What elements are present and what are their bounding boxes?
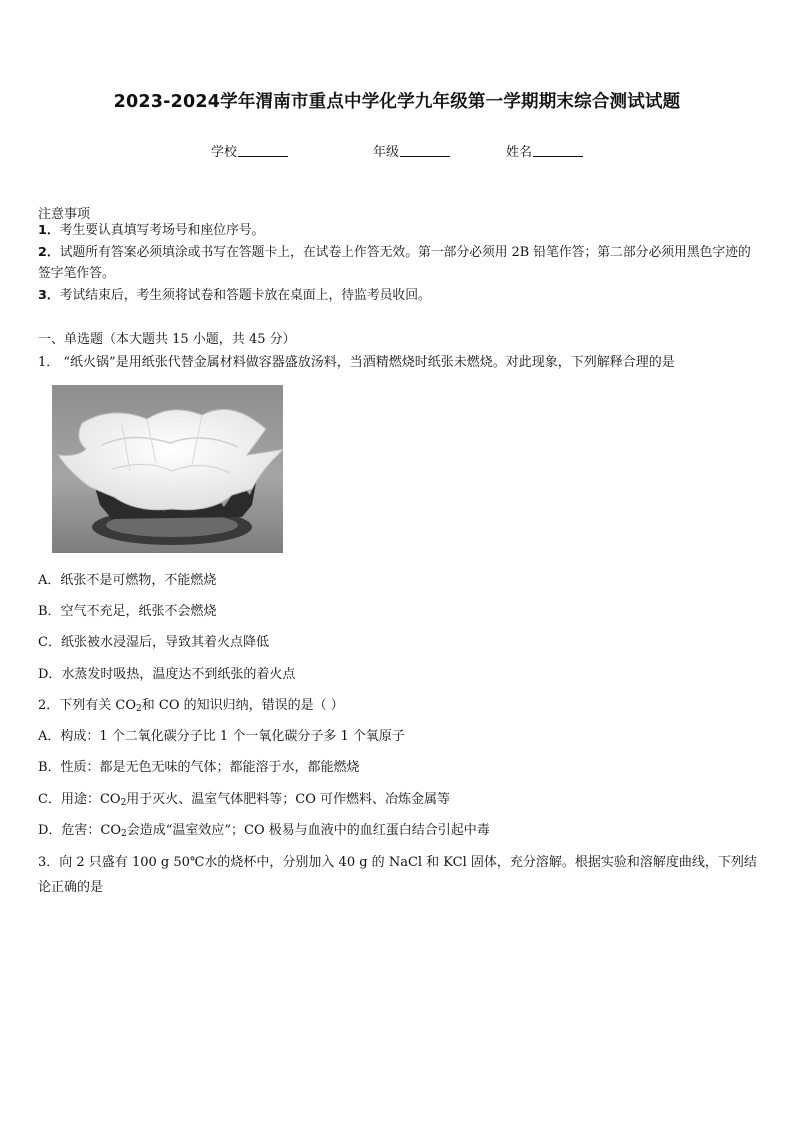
name-blank [533, 144, 583, 157]
section-heading: 一、单选题（本大题共 15 小题，共 45 分） [38, 332, 296, 347]
name-field [506, 141, 583, 160]
question-2-stem-part: 和 CO 的知识归纳，错误的是（ ） [141, 698, 344, 713]
grade-label: 年级 [373, 145, 400, 160]
note-text: 考生要认真填写考场号和座位序号。 [59, 223, 265, 238]
question-1-option-c: C．纸张被水浸湿后，导致其着火点降低 [38, 635, 269, 650]
question-1-stem: 1． “纸火锅”是用纸张代替金属材料做容器盛放汤料，当酒精燃烧时纸张未燃烧。对此现象，下列解释合理的是 [38, 355, 675, 370]
question-2-stem [38, 695, 760, 720]
notes-heading: 注意事项 [38, 207, 91, 222]
subscript: 2 [121, 829, 127, 839]
option-text-part: 用于灭火、温室气体肥料等；CO 可作燃料、冶炼金属等 [126, 792, 451, 807]
option-text-part: D．危害：CO [38, 823, 122, 838]
grade-blank [400, 144, 450, 157]
question-2-option-b: B．性质：都是无色无味的气体；都能溶于水，都能燃烧 [38, 760, 360, 775]
question-2-stem-part: 2．下列有关 CO [38, 698, 137, 713]
school-label: 学校 [211, 145, 238, 160]
question-1-option-d: D．水蒸发时吸热，温度达不到纸张的着火点 [38, 667, 296, 682]
question-2-option-a: A．构成：1 个二氧化碳分子比 1 个一氧化碳分子多 1 个氧原子 [38, 729, 405, 744]
note-number: 3． [38, 288, 60, 303]
note-item [38, 242, 760, 284]
subscript: 2 [136, 704, 142, 714]
paper-hotpot-photo [52, 385, 283, 553]
note-text: 考试结束后，考生须将试卷和答题卡放在桌面上，待监考员收回。 [59, 288, 431, 303]
exam-title: 2023-2024学年渭南市重点中学化学九年级第一学期期末综合测试试题 [113, 92, 681, 112]
question-3-stem: 3．向 2 只盛有 100 g 50℃水的烧杯中，分别加入 40 g 的 NaCl 和 KCl 固体，充分溶解。根据实验和溶解度曲线，下列结论正确的是 [38, 855, 757, 895]
note-number: 1． [38, 223, 60, 238]
question-1-option-a: A．纸张不是可燃物，不能燃烧 [38, 573, 217, 588]
note-number: 2． [38, 245, 60, 260]
school-blank [238, 144, 288, 157]
question-2-option-d [38, 820, 760, 845]
question-1-option-b: B．空气不充足，纸张不会燃烧 [38, 604, 217, 619]
name-label: 姓名 [506, 145, 533, 160]
note-item [38, 220, 760, 241]
note-item [38, 285, 760, 306]
question-2-option-c [38, 789, 760, 814]
option-text-part: 会造成“温室效应”；CO 极易与血液中的血红蛋白结合引起中毒 [126, 823, 490, 838]
subscript: 2 [120, 798, 127, 808]
school-field [211, 141, 288, 160]
grade-field [373, 141, 450, 160]
option-text-part: C．用途：CO [38, 792, 121, 807]
note-text: 试题所有答案必须填涂或书写在答题卡上，在试卷上作答无效。第一部分必须用 2B 铅笔作答；第二部分必须用黑色字迹的签字笔作答。 [38, 245, 751, 281]
